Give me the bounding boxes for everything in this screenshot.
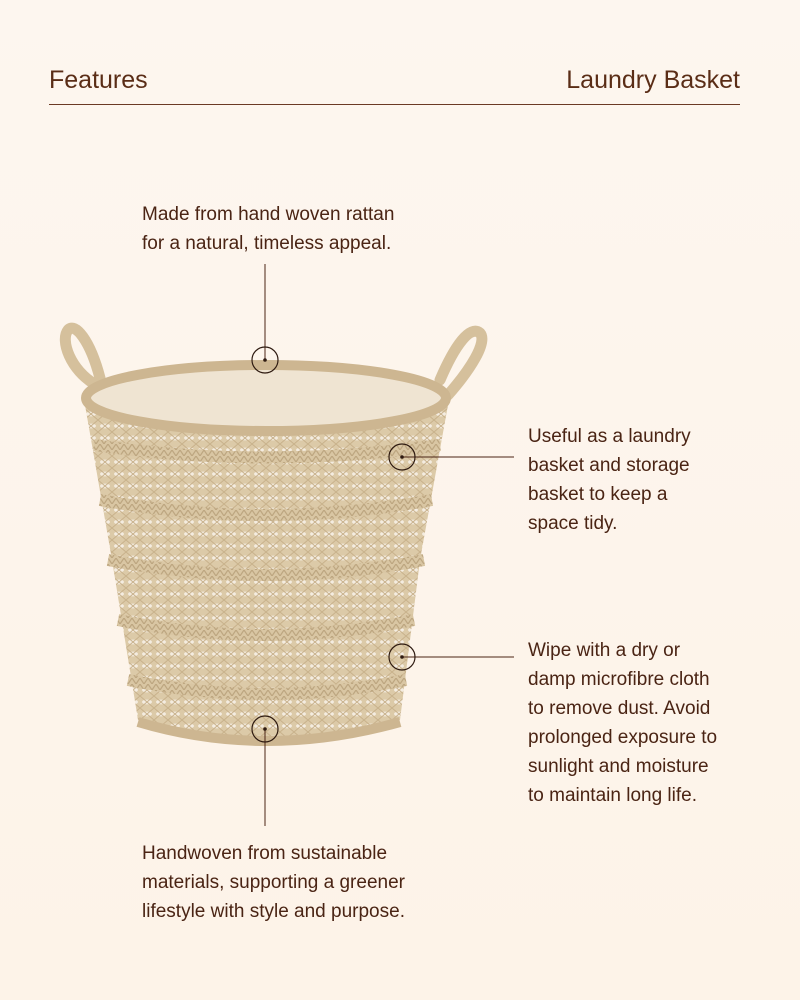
product-name: Laundry Basket: [566, 66, 740, 94]
callout-text-sustainability: Handwoven from sustainable materials, supporting a greener lifestyle with style and purpose.: [142, 843, 405, 922]
callout-text-material: Made from hand woven rattan for a natural, timeless appeal.: [142, 204, 395, 254]
callout-text-usage: Useful as a laundry basket and storage basket to keep a space tidy.: [528, 426, 691, 534]
callout-text-care: Wipe with a dry or damp microfibre cloth to remove dust. Avoid prolonged exposure to sunlight and moisture to maintain long life.: [528, 640, 718, 806]
section-label: Features: [49, 66, 148, 94]
callout-leader-1: [252, 264, 278, 373]
basket-image: [65, 328, 482, 745]
